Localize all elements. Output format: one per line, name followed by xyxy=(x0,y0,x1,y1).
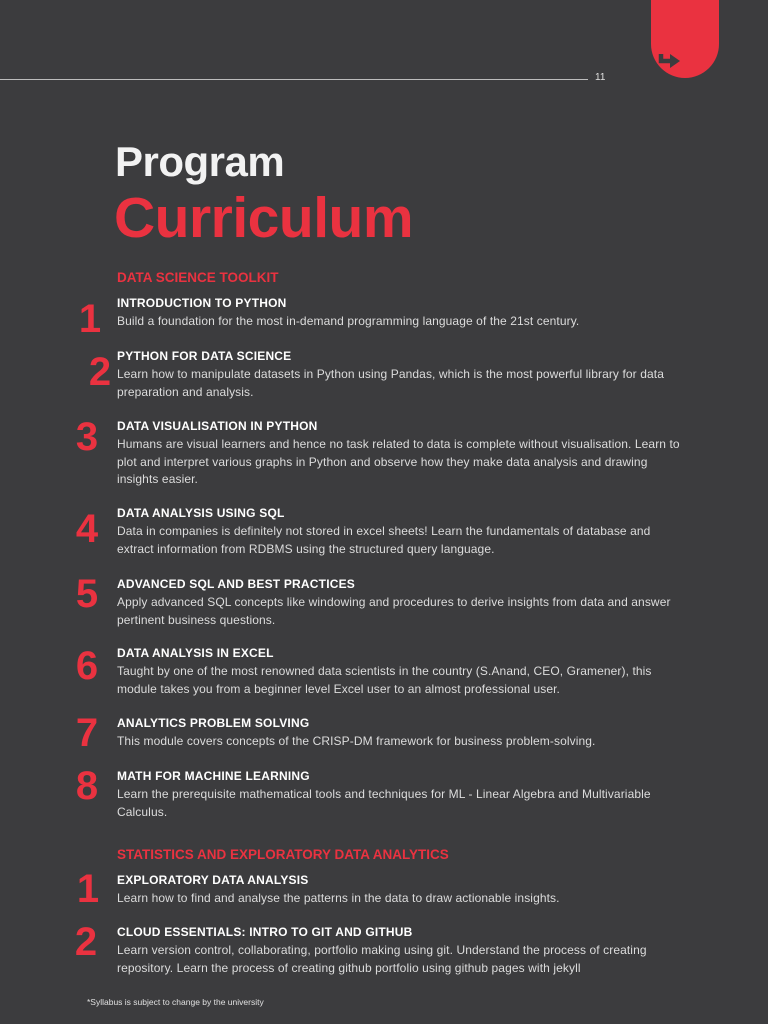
section-title-data-science-toolkit: DATA SCIENCE TOOLKIT xyxy=(117,270,279,285)
module-description: Taught by one of the most renowned data scientists in the country (S.Anand, CEO, Gramener), this module takes you from a beginner level Excel user to an almost professional user. xyxy=(117,664,652,696)
module-number: 8 xyxy=(75,764,99,808)
module-number: 3 xyxy=(75,415,99,459)
module-title: ANALYTICS PROBLEM SOLVING xyxy=(117,716,310,730)
module-description: Learn how to manipulate datasets in Python using Pandas, which is the most powerful library for data preparation and analysis. xyxy=(117,367,664,399)
module-description: Humans are visual learners and hence no task related to data is complete without visualisation. Learn to plot and interpret various graphs in Python and observe how they make data analysis and drawing insights easier. xyxy=(117,437,680,487)
module-number: 6 xyxy=(75,644,99,688)
page-number: 11 xyxy=(595,72,606,83)
page-title-curriculum: Curriculum xyxy=(114,186,414,250)
module-number: 2 xyxy=(88,350,112,394)
module-description: Learn the prerequisite mathematical tools and techniques for ML - Linear Algebra and Multivariable Calculus. xyxy=(117,787,651,819)
module-number: 2 xyxy=(74,920,98,964)
module-title: EXPLORATORY DATA ANALYSIS xyxy=(117,873,309,887)
module-number: 5 xyxy=(75,572,99,616)
bookmark-tab xyxy=(651,0,719,78)
module-description: Apply advanced SQL concepts like windowing and procedures to derive insights from data and answer pertinent business questions. xyxy=(117,595,671,627)
module-description: This module covers concepts of the CRISP-DM framework for business problem-solving. xyxy=(117,734,596,748)
header-rule xyxy=(0,79,588,80)
module-title: PYTHON FOR DATA SCIENCE xyxy=(117,349,292,363)
module-title: DATA VISUALISATION IN PYTHON xyxy=(117,419,318,433)
module-description: Learn version control, collaborating, portfolio making using git. Understand the process of creating repository. Learn the process of creating github portfolio using github pages with jekyll xyxy=(117,943,647,975)
module-title: INTRODUCTION TO PYTHON xyxy=(117,296,287,310)
module-description: Data in companies is definitely not stored in excel sheets! Learn the fundamentals of database and extract information from RDBMS using the structured query language. xyxy=(117,524,651,556)
module-title: CLOUD ESSENTIALS: INTRO TO GIT AND GITHUB xyxy=(117,925,413,939)
page-title-program: Program xyxy=(115,138,285,185)
module-number: 7 xyxy=(75,711,99,755)
arrow-return-icon xyxy=(654,48,684,72)
footnote: *Syllabus is subject to change by the university xyxy=(87,997,264,1007)
module-description: Build a foundation for the most in-demand programming language of the 21st century. xyxy=(117,314,580,328)
module-number: 1 xyxy=(78,297,102,341)
module-number: 1 xyxy=(76,867,100,911)
module-description: Learn how to find and analyse the patterns in the data to draw actionable insights. xyxy=(117,891,560,905)
module-title: DATA ANALYSIS IN EXCEL xyxy=(117,646,274,660)
module-title: ADVANCED SQL AND BEST PRACTICES xyxy=(117,577,355,591)
module-title: MATH FOR MACHINE LEARNING xyxy=(117,769,310,783)
section-title-statistics-eda: STATISTICS AND EXPLORATORY DATA ANALYTICS xyxy=(117,847,449,862)
module-number: 4 xyxy=(75,507,99,551)
module-title: DATA ANALYSIS USING SQL xyxy=(117,506,285,520)
